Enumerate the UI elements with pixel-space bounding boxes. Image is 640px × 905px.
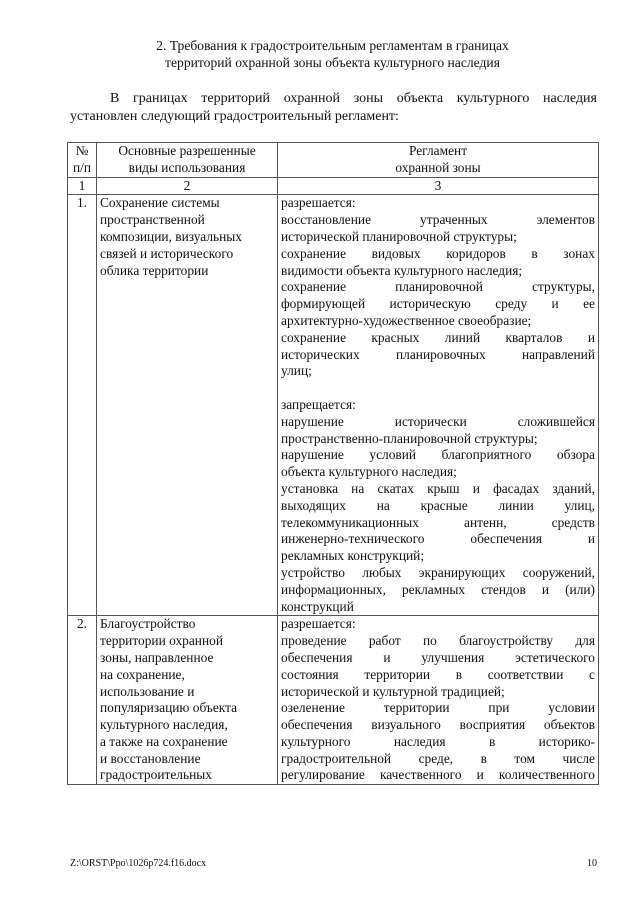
regulation-line: проведение работ по благоустройству для	[281, 633, 595, 649]
regulation-cell	[278, 616, 599, 785]
permitted-use-line: использование и	[100, 683, 195, 699]
section-heading-line-2: территорий охранной зоны объекта культурного наследия	[165, 55, 500, 70]
regulation-line: устройство любых экранирующих сооружений,	[281, 564, 595, 580]
header-uses-line-1: Основные разрешенные	[118, 143, 256, 158]
regulation-line: инженерно-технического обеспечения и	[281, 531, 595, 547]
permitted-use-line: Благоустройство	[100, 616, 196, 632]
regulation-line: градостроительной среде, в том числе	[281, 750, 595, 766]
regulation-line: запрещается:	[281, 396, 356, 412]
regulation-line: регулирование качественного и количественного	[281, 767, 595, 783]
intro-paragraph	[70, 90, 597, 126]
regulation-line: сохранение видовых коридоров в зонах	[281, 245, 595, 261]
regulation-line: разрешается:	[281, 195, 356, 211]
regulation-line: исторической планировочной структуры;	[281, 228, 517, 244]
regulation-line: формирующей историческую среду и ее	[281, 296, 595, 312]
permitted-use-line: а также на сохранение	[100, 733, 228, 749]
regulation-line: состояния территории в соответствии с	[281, 666, 595, 682]
header-uses-line-2: виды использования	[128, 159, 246, 175]
permitted-use-line: на сохранение,	[100, 666, 185, 682]
regulation-line: сохранение красных линий кварталов и	[281, 329, 595, 345]
permitted-use-line: зоны, направленное	[100, 649, 214, 665]
regulation-line: телекоммуникационных антенн, средств	[281, 514, 595, 530]
regulation-line: объекта культурного наследия;	[281, 464, 457, 480]
regulation-line: выходящих на красные линии улиц,	[281, 497, 595, 513]
header-num	[68, 143, 97, 178]
regulation-line: информационных, рекламных стендов и (или)	[281, 581, 595, 597]
regulation-line: архитектурно-художественное своеобразие;	[281, 312, 532, 328]
regulation-line: обеспечения и улучшения эстетического	[281, 649, 595, 665]
regulation-line: нарушение исторически сложившейся	[281, 413, 595, 429]
permitted-use-line: облика территории	[100, 262, 209, 278]
permitted-use-line: пространственной	[100, 212, 205, 228]
column-number-row	[68, 177, 599, 195]
regulation-line: улиц;	[281, 363, 312, 379]
permitted-use-line: связей и исторического	[100, 245, 234, 261]
table-body	[68, 195, 599, 785]
permitted-use-line: культурного наследия,	[100, 717, 228, 733]
regulation-line: пространственно-планировочной структуры;	[281, 430, 538, 446]
regulation-line: нарушение условий благоприятного обзора	[281, 447, 595, 463]
header-uses	[97, 143, 278, 178]
permitted-use-line: композиции, визуальных	[100, 228, 242, 244]
row-number: 2.	[68, 616, 97, 785]
row-number: 1.	[68, 195, 97, 616]
table-header-row	[68, 143, 599, 178]
regulation-line	[281, 380, 595, 397]
intro-line-1: В границах территорий охранной зоны объекта культурного наследия	[110, 91, 597, 106]
permitted-use-line: территории охранной	[100, 633, 223, 649]
permitted-use-line: и восстановление	[100, 750, 201, 766]
footer-page-number: 10	[587, 858, 597, 869]
regulation-line: восстановление утраченных элементов	[281, 212, 595, 228]
column-number: 2	[97, 177, 278, 195]
regulation-line: исторической и культурной традицией;	[281, 683, 505, 699]
regulation-line: сохранение планировочной структуры,	[281, 279, 595, 295]
permitted-use-cell	[97, 616, 278, 785]
column-number: 3	[278, 177, 599, 195]
header-regulation-line-1: Регламент	[408, 143, 468, 158]
section-heading	[70, 37, 595, 71]
regulation-line: озеленение территории при условии	[281, 700, 595, 716]
permitted-use-line: популяризацию объекта	[100, 700, 238, 716]
regulation-line: исторических планировочных направлений	[281, 346, 595, 362]
regulation-line: конструкций	[281, 598, 354, 614]
regulation-line: культурного наследия в историко-	[281, 733, 595, 749]
intro-line-2: установлен следующий градостроительный регламент:	[70, 109, 399, 124]
header-num-line-1: №	[75, 143, 89, 158]
header-num-line-2: п/п	[72, 159, 92, 175]
header-regulation-line-2: охранной зоны	[395, 159, 481, 175]
regulation-line: рекламных конструкций;	[281, 548, 425, 564]
column-number: 1	[68, 177, 97, 195]
table-row	[68, 195, 599, 616]
permitted-use-line: градостроительных	[100, 767, 212, 783]
header-regulation	[278, 143, 599, 178]
table-row	[68, 616, 599, 785]
regulation-line: обеспечения визуального восприятия объектов	[281, 717, 595, 733]
regulation-table	[67, 142, 599, 785]
permitted-use-cell	[97, 195, 278, 616]
footer-file-path: Z:\ORST\Ppo\1026p724.f16.docx	[70, 858, 207, 869]
regulation-cell	[278, 195, 599, 616]
regulation-line: видимости объекта культурного наследия;	[281, 262, 523, 278]
regulation-line: разрешается:	[281, 616, 356, 632]
regulation-line: установка на скатах крыш и фасадах зданий,	[281, 480, 595, 496]
permitted-use-line: Сохранение системы	[100, 195, 220, 211]
section-heading-line-1: 2. Требования к градостроительным регламентам в границах	[156, 38, 509, 53]
